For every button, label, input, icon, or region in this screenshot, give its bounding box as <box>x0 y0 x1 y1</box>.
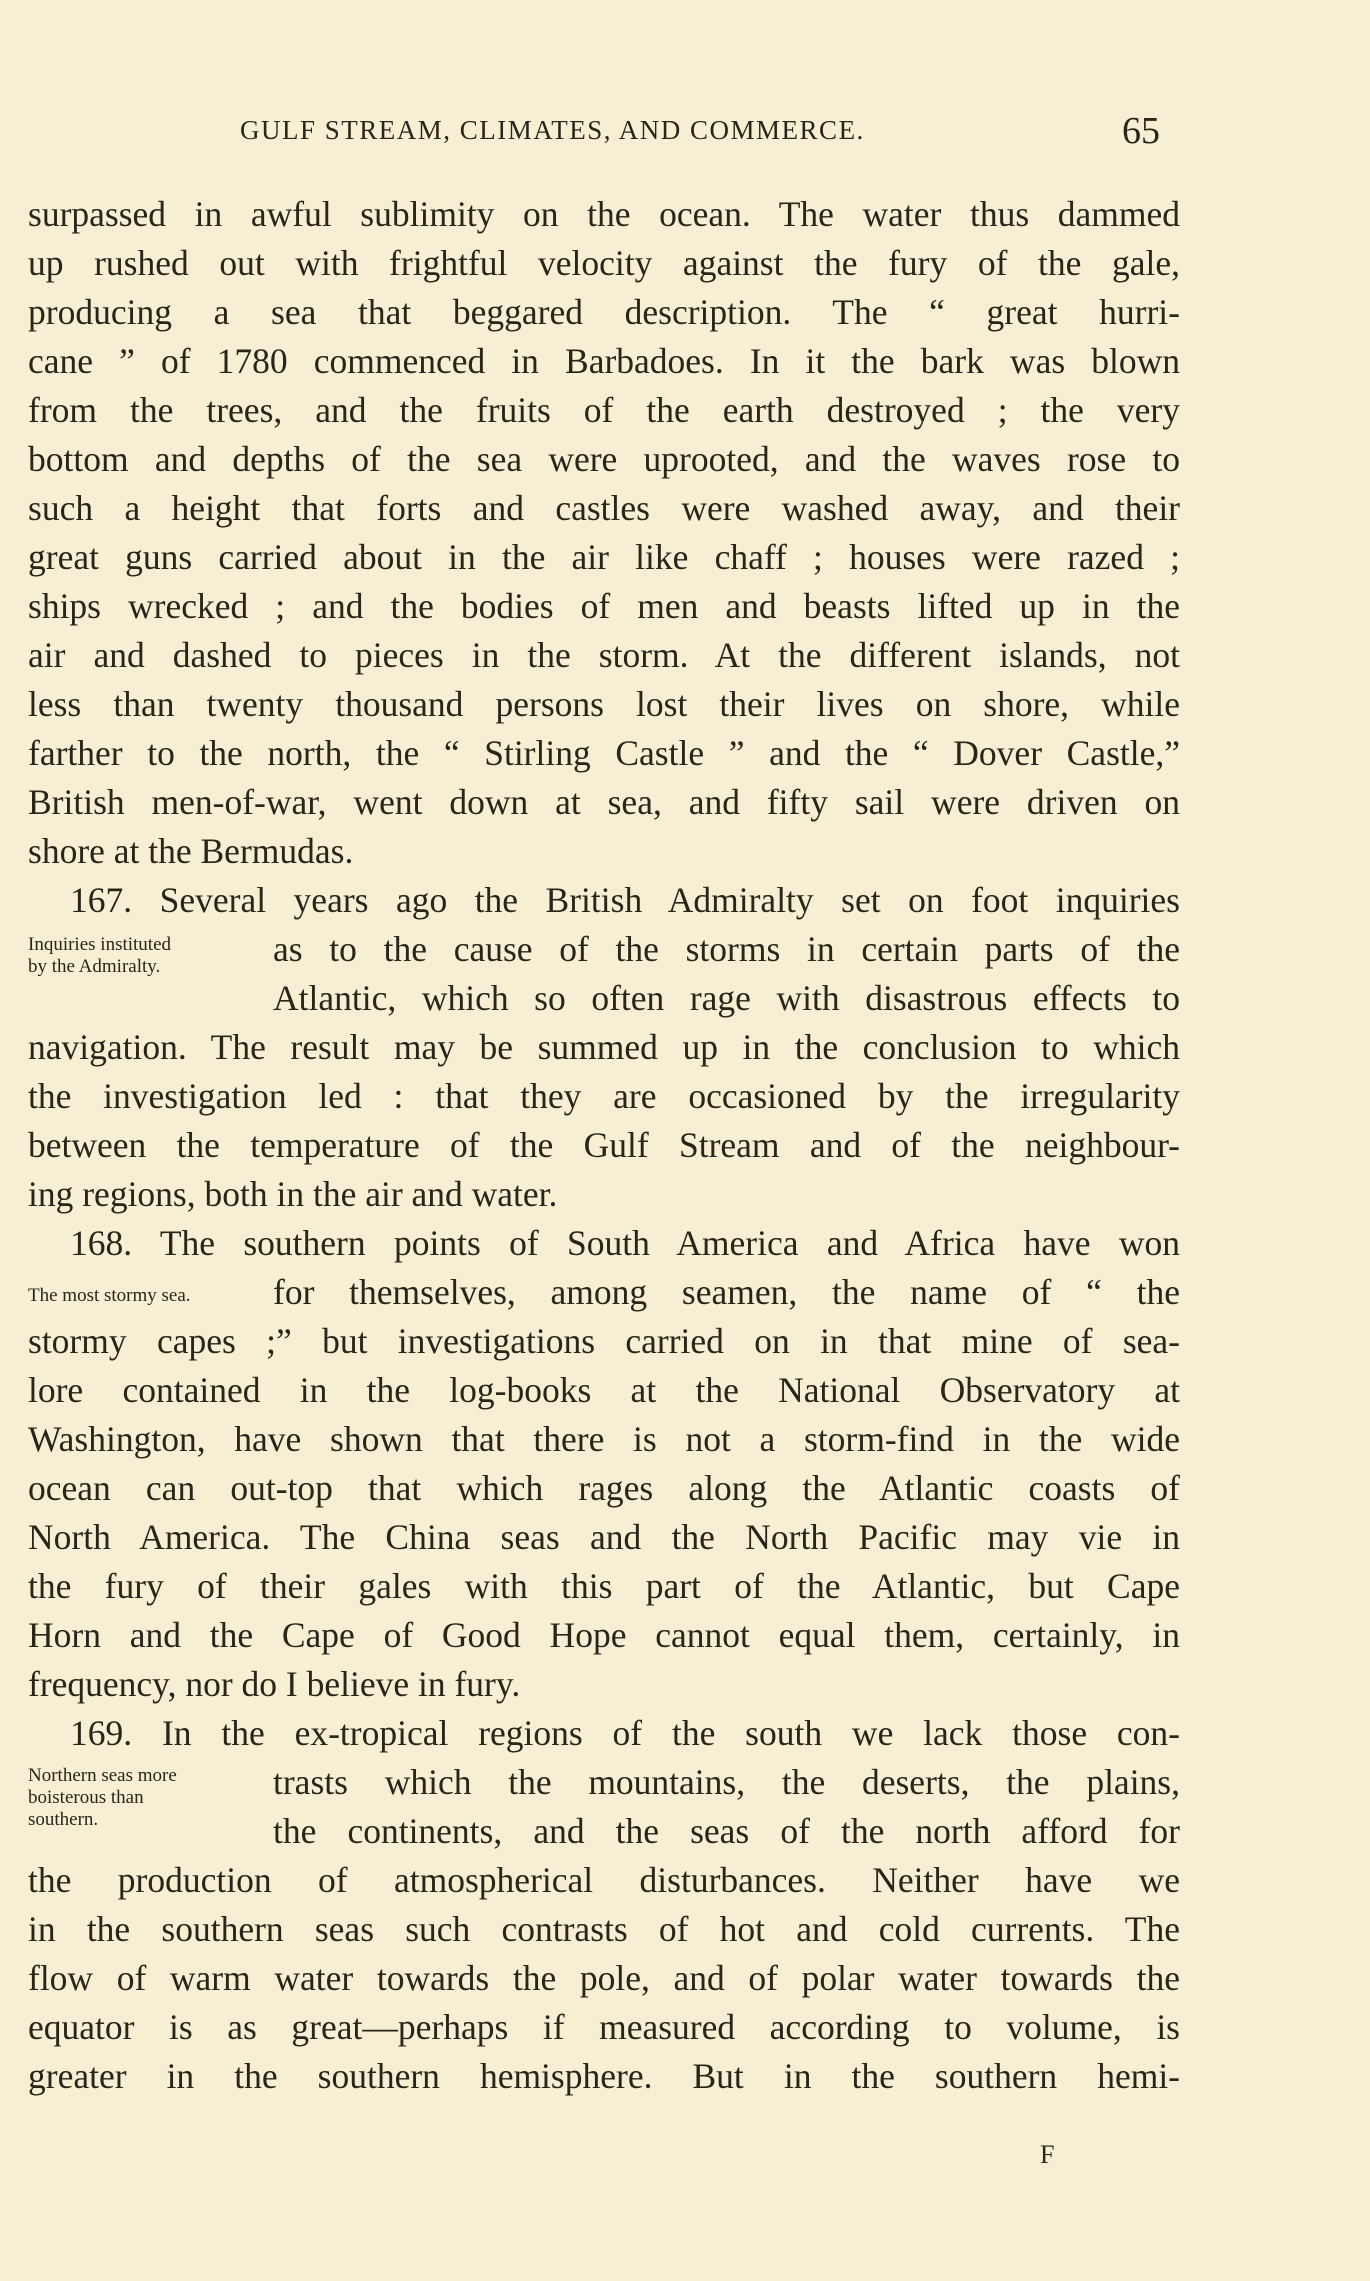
marginal-note-line: Northern seas more <box>28 1765 177 1786</box>
text-line: frequency, nor do I believe in fury. <box>28 1664 521 1704</box>
running-title: GULF STREAM, CLIMATES, AND COMMERCE. <box>240 115 865 145</box>
text-line: from the trees, and the fruits of the earth destroyed ; the very <box>28 390 1180 430</box>
marginal-note-line: Inquiries instituted <box>28 934 172 955</box>
paragraph-first-line: 167. Several years ago the British Admiralty set on foot inquiries <box>70 880 1180 920</box>
text-line: the continents, and the seas of the north afford for <box>273 1811 1180 1851</box>
text-line: cane ” of 1780 commenced in Barbadoes. In it the bark was blown <box>28 341 1180 381</box>
marginal-note <box>28 1765 258 1831</box>
text-line: trasts which the mountains, the deserts, the plains, <box>273 1762 1180 1802</box>
text-line: equator is as great—perhaps if measured according to volume, is <box>28 2007 1180 2047</box>
continuation-paragraph <box>28 190 1180 876</box>
text-line: up rushed out with frightful velocity against the fury of the gale, <box>28 243 1180 283</box>
text-line: producing a sea that beggared description. The “ great hurri- <box>28 292 1180 332</box>
text-line: North America. The China seas and the North Pacific may vie in <box>28 1517 1180 1557</box>
text-line: between the temperature of the Gulf Stream and of the neighbour- <box>28 1125 1180 1165</box>
text-line: greater in the southern hemisphere. But in the southern hemi- <box>28 2056 1180 2096</box>
text-line: the investigation led : that they are occasioned by the irregularity <box>28 1076 1180 1116</box>
text-line: Atlantic, which so often rage with disastrous effects to <box>273 978 1180 1018</box>
marginal-note <box>28 1285 258 1307</box>
page-number: 65 <box>1122 110 1160 152</box>
paragraph-169 <box>28 1709 1180 2101</box>
text-line: as to the cause of the storms in certain parts of the <box>273 929 1180 969</box>
paragraph-168 <box>28 1219 1180 1709</box>
text-line: stormy capes ;” but investigations carried on in that mine of sea- <box>28 1321 1180 1361</box>
text-line: surpassed in awful sublimity on the ocean. The water thus dammed <box>28 194 1180 234</box>
marginal-note-line: by the Admiralty. <box>28 956 161 977</box>
text-line: farther to the north, the “ Stirling Castle ” and the “ Dover Castle,” <box>28 733 1180 773</box>
text-line: for themselves, among seamen, the name of “ the <box>273 1272 1180 1312</box>
text-line: the fury of their gales with this part of the Atlantic, but Cape <box>28 1566 1180 1606</box>
text-line: Horn and the Cape of Good Hope cannot equal them, certainly, in <box>28 1615 1180 1655</box>
paragraph-first-line: 169. In the ex-tropical regions of the south we lack those con- <box>70 1713 1180 1753</box>
marginal-note <box>28 934 258 978</box>
paragraph-167 <box>28 876 1180 1219</box>
text-line: British men-of-war, went down at sea, and fifty sail were driven on <box>28 782 1180 822</box>
signature-mark: F <box>1040 2140 1055 2169</box>
paragraph-first-line: 168. The southern points of South America and Africa have won <box>70 1223 1180 1263</box>
text-line: the production of atmospherical disturbances. Neither have we <box>28 1860 1180 1900</box>
text-line: Washington, have shown that there is not a storm-find in the wide <box>28 1419 1180 1459</box>
text-line: bottom and depths of the sea were uprooted, and the waves rose to <box>28 439 1180 479</box>
text-line: less than twenty thousand persons lost their lives on shore, while <box>28 684 1180 724</box>
text-line: lore contained in the log-books at the National Observatory at <box>28 1370 1180 1410</box>
text-line: ocean can out-top that which rages along the Atlantic coasts of <box>28 1468 1180 1508</box>
text-line: ships wrecked ; and the bodies of men and beasts lifted up in the <box>28 586 1180 626</box>
marginal-note-line: The most stormy sea. <box>28 1285 191 1306</box>
text-line: navigation. The result may be summed up in the conclusion to which <box>28 1027 1180 1067</box>
text-line: flow of warm water towards the pole, and of polar water towards the <box>28 1958 1180 1998</box>
text-line: in the southern seas such contrasts of hot and cold currents. The <box>28 1909 1180 1949</box>
text-line: shore at the Bermudas. <box>28 831 354 871</box>
text-line: great guns carried about in the air like chaff ; houses were razed ; <box>28 537 1180 577</box>
marginal-note-line: boisterous than <box>28 1787 144 1808</box>
body-text <box>28 190 1180 2101</box>
text-line: such a height that forts and castles were washed away, and their <box>28 488 1180 528</box>
text-line: ing regions, both in the air and water. <box>28 1174 558 1214</box>
marginal-note-line: southern. <box>28 1809 99 1830</box>
text-line: air and dashed to pieces in the storm. At the different islands, not <box>28 635 1180 675</box>
